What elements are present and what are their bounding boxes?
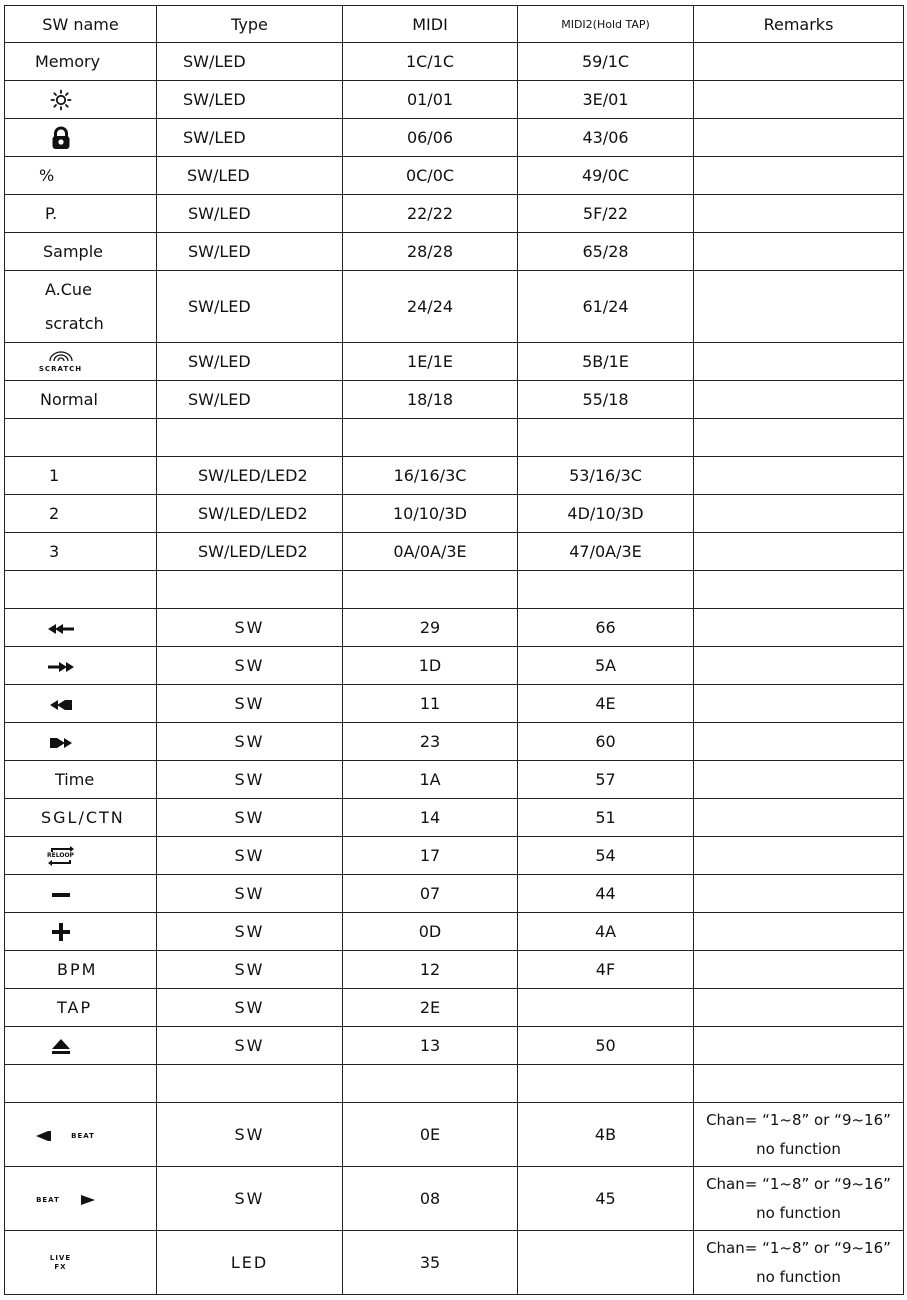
midi-value: 22/22 <box>343 195 518 233</box>
table-row <box>5 157 904 195</box>
sw-type: SW <box>157 799 343 837</box>
table-row <box>5 1103 904 1167</box>
midi-value: 2E <box>343 989 518 1027</box>
midi2-value: 60 <box>518 723 694 761</box>
sw-name: Sample <box>5 233 157 271</box>
remark <box>694 989 904 1027</box>
remark <box>694 1103 904 1167</box>
midi2-value: 43/06 <box>518 119 694 157</box>
minus-icon <box>52 892 70 898</box>
sw-name <box>5 271 157 343</box>
midi-value: 13 <box>343 1027 518 1065</box>
sw-type: SW/LED/LED2 <box>157 457 343 495</box>
blank-cell <box>157 571 343 609</box>
table-row <box>5 343 904 381</box>
header-sw-name: SW name <box>5 6 157 43</box>
blank-cell <box>5 419 157 457</box>
sw-type: SW/LED/LED2 <box>157 533 343 571</box>
midi2-value <box>518 989 694 1027</box>
sw-name <box>5 1027 157 1065</box>
table-row <box>5 799 904 837</box>
sw-type: SW <box>157 913 343 951</box>
table-row <box>5 837 904 875</box>
brightness-icon <box>50 89 72 111</box>
remark <box>694 913 904 951</box>
sw-name <box>5 685 157 723</box>
table-row <box>5 647 904 685</box>
beat-left-icon <box>36 1126 95 1145</box>
midi2-value: 55/18 <box>518 381 694 419</box>
table-row <box>5 195 904 233</box>
midi-value: 14 <box>343 799 518 837</box>
midi2-value: 59/1C <box>518 43 694 81</box>
table-row <box>5 1231 904 1295</box>
remark <box>694 1231 904 1295</box>
blank-cell <box>694 419 904 457</box>
midi2-value: 4B <box>518 1103 694 1167</box>
midi2-value <box>518 1231 694 1295</box>
midi-value: 29 <box>343 609 518 647</box>
sw-name: 1 <box>5 457 157 495</box>
midi-value: 0C/0C <box>343 157 518 195</box>
table-row <box>5 875 904 913</box>
beat-icon-label: BEAT <box>36 1196 60 1204</box>
sw-name: Time <box>5 761 157 799</box>
sw-type: SW <box>157 1167 343 1231</box>
midi2-value: 49/0C <box>518 157 694 195</box>
header-remarks: Remarks <box>694 6 904 43</box>
beat-icon-label: BEAT <box>71 1132 95 1140</box>
table-row <box>5 119 904 157</box>
sw-name: Normal <box>5 381 157 419</box>
midi2-value: 61/24 <box>518 271 694 343</box>
table-row <box>5 271 904 343</box>
remark <box>694 761 904 799</box>
forward-icon <box>50 738 72 748</box>
table-row <box>5 989 904 1027</box>
midi2-value: 53/16/3C <box>518 457 694 495</box>
table-row <box>5 81 904 119</box>
remark-line: Chan= “1~8” or “9~16” <box>706 1110 891 1129</box>
header-row <box>5 6 904 43</box>
midi2-value: 5A <box>518 647 694 685</box>
midi-value: 07 <box>343 875 518 913</box>
blank-cell <box>694 571 904 609</box>
midi2-value: 54 <box>518 837 694 875</box>
midi-value: 0D <box>343 913 518 951</box>
midi2-value: 57 <box>518 761 694 799</box>
remark <box>694 951 904 989</box>
midi-value: 06/06 <box>343 119 518 157</box>
sw-type: SW/LED <box>157 195 343 233</box>
blank-cell <box>343 419 518 457</box>
remark <box>694 533 904 571</box>
midi2-value: 3E/01 <box>518 81 694 119</box>
midi-value: 1C/1C <box>343 43 518 81</box>
sw-name <box>5 913 157 951</box>
remark-line: Chan= “1~8” or “9~16” <box>706 1238 891 1257</box>
table-row <box>5 495 904 533</box>
scratch-icon <box>39 350 82 373</box>
midi2-value: 4E <box>518 685 694 723</box>
remark <box>694 43 904 81</box>
sw-name-line: scratch <box>45 313 104 333</box>
remark <box>694 799 904 837</box>
blank-cell <box>518 1065 694 1103</box>
table-row <box>5 723 904 761</box>
midi2-value: 44 <box>518 875 694 913</box>
sw-type: SW <box>157 989 343 1027</box>
midi2-value: 5B/1E <box>518 343 694 381</box>
sw-name <box>5 609 157 647</box>
sw-name: BPM <box>5 951 157 989</box>
midi-value: 16/16/3C <box>343 457 518 495</box>
midi2-value: 65/28 <box>518 233 694 271</box>
sw-type: SW <box>157 1103 343 1167</box>
remark-line: no function <box>756 1267 841 1286</box>
sw-type: SW/LED <box>157 343 343 381</box>
sw-type: LED <box>157 1231 343 1295</box>
table-row-blank <box>5 571 904 609</box>
remark <box>694 837 904 875</box>
sw-name <box>5 1167 157 1231</box>
sw-name <box>5 1231 157 1295</box>
blank-cell <box>518 419 694 457</box>
table-row-blank <box>5 419 904 457</box>
sw-name: SGL/CTN <box>5 799 157 837</box>
sw-name: % <box>5 157 157 195</box>
midi-value: 0E <box>343 1103 518 1167</box>
remark <box>694 647 904 685</box>
blank-cell <box>157 419 343 457</box>
midi-value: 23 <box>343 723 518 761</box>
table-row <box>5 609 904 647</box>
midi2-value: 4A <box>518 913 694 951</box>
midi2-value: 51 <box>518 799 694 837</box>
table-row <box>5 381 904 419</box>
table-row <box>5 685 904 723</box>
sw-name <box>5 875 157 913</box>
table-row <box>5 913 904 951</box>
sw-name <box>5 647 157 685</box>
sw-name <box>5 723 157 761</box>
remark <box>694 233 904 271</box>
remark-line: no function <box>756 1139 841 1158</box>
sw-type: SW <box>157 1027 343 1065</box>
remark <box>694 723 904 761</box>
sw-name <box>5 837 157 875</box>
midi-value: 08 <box>343 1167 518 1231</box>
midi-value: 28/28 <box>343 233 518 271</box>
remark <box>694 195 904 233</box>
blank-cell <box>694 1065 904 1103</box>
remark <box>694 875 904 913</box>
table-row <box>5 1027 904 1065</box>
sw-name: 3 <box>5 533 157 571</box>
sw-type: SW <box>157 761 343 799</box>
fast-forward-icon <box>48 662 74 672</box>
sw-name-line: A.Cue <box>45 279 92 299</box>
sw-name: 2 <box>5 495 157 533</box>
sw-type: SW <box>157 837 343 875</box>
midi-value: 18/18 <box>343 381 518 419</box>
sw-type: SW/LED <box>157 119 343 157</box>
remark <box>694 1027 904 1065</box>
table-row <box>5 457 904 495</box>
table-row <box>5 1167 904 1231</box>
sw-type: SW/LED <box>157 157 343 195</box>
sw-name: P. <box>5 195 157 233</box>
sw-type: SW <box>157 647 343 685</box>
midi2-value: 5F/22 <box>518 195 694 233</box>
table-row <box>5 951 904 989</box>
reloop-icon-label: RELOOP <box>47 851 74 859</box>
sw-name <box>5 81 157 119</box>
sw-type: SW <box>157 685 343 723</box>
remark <box>694 157 904 195</box>
midi-value: 10/10/3D <box>343 495 518 533</box>
header-midi2: MIDI2(Hold TAP) <box>518 6 694 43</box>
table-row-blank <box>5 1065 904 1103</box>
header-type: Type <box>157 6 343 43</box>
remark <box>694 457 904 495</box>
remark <box>694 343 904 381</box>
live-fx-icon <box>50 1254 71 1272</box>
blank-cell <box>343 571 518 609</box>
sw-type: SW/LED <box>157 81 343 119</box>
sw-type: SW <box>157 875 343 913</box>
live-fx-label: LIVE <box>49 1254 72 1263</box>
lock-icon <box>50 126 72 150</box>
remark <box>694 1167 904 1231</box>
table-row <box>5 43 904 81</box>
table-row <box>5 233 904 271</box>
remark <box>694 495 904 533</box>
sw-type: SW/LED <box>157 381 343 419</box>
sw-type: SW <box>157 723 343 761</box>
midi-value: 12 <box>343 951 518 989</box>
midi2-value: 45 <box>518 1167 694 1231</box>
remark <box>694 81 904 119</box>
sw-type: SW <box>157 951 343 989</box>
remark <box>694 685 904 723</box>
sw-name: TAP <box>5 989 157 1027</box>
remark-line: no function <box>756 1203 841 1222</box>
header-midi: MIDI <box>343 6 518 43</box>
sw-name <box>5 119 157 157</box>
live-fx-label: FX <box>54 1263 67 1272</box>
plus-icon <box>52 923 70 941</box>
blank-cell <box>343 1065 518 1103</box>
midi2-value: 47/0A/3E <box>518 533 694 571</box>
table-row <box>5 533 904 571</box>
sw-type: SW/LED/LED2 <box>157 495 343 533</box>
midi-value: 01/01 <box>343 81 518 119</box>
remark <box>694 271 904 343</box>
midi-value: 24/24 <box>343 271 518 343</box>
remark <box>694 119 904 157</box>
table-row <box>5 761 904 799</box>
sw-name <box>5 343 157 381</box>
midi-value: 1D <box>343 647 518 685</box>
midi-value: 35 <box>343 1231 518 1295</box>
blank-cell <box>157 1065 343 1103</box>
sw-name <box>5 1103 157 1167</box>
midi-mapping-table <box>4 5 904 1295</box>
blank-cell <box>518 571 694 609</box>
midi2-value: 4F <box>518 951 694 989</box>
sw-type: SW <box>157 609 343 647</box>
midi-value: 1E/1E <box>343 343 518 381</box>
blank-cell <box>5 571 157 609</box>
midi-value: 11 <box>343 685 518 723</box>
reloop-icon <box>44 844 78 868</box>
midi-value: 0A/0A/3E <box>343 533 518 571</box>
midi-value: 1A <box>343 761 518 799</box>
midi2-value: 66 <box>518 609 694 647</box>
remark <box>694 381 904 419</box>
sw-type: SW/LED <box>157 43 343 81</box>
remark <box>694 609 904 647</box>
remark-line: Chan= “1~8” or “9~16” <box>706 1174 891 1193</box>
scratch-icon-label: SCRATCH <box>38 365 83 373</box>
fast-rewind-icon <box>48 624 74 634</box>
sw-type: SW/LED <box>157 233 343 271</box>
blank-cell <box>5 1065 157 1103</box>
midi2-value: 50 <box>518 1027 694 1065</box>
midi-value: 17 <box>343 837 518 875</box>
rewind-icon <box>50 700 72 710</box>
eject-icon <box>52 1039 70 1055</box>
sw-type: SW/LED <box>157 271 343 343</box>
beat-right-icon <box>36 1190 95 1209</box>
sw-name: Memory <box>5 43 157 81</box>
midi2-value: 4D/10/3D <box>518 495 694 533</box>
